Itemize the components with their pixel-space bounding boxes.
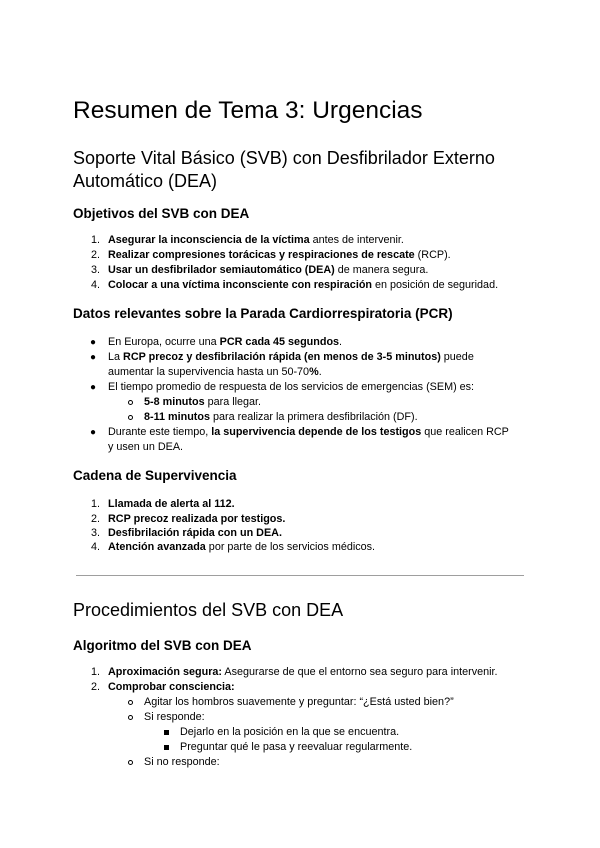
subheading-datos-pcr: Datos relevantes sobre la Parada Cardiorrespiratoria (PCR) bbox=[73, 306, 453, 321]
bullet-dot: ● bbox=[90, 382, 97, 393]
list-marker: 3. bbox=[90, 527, 100, 539]
bullet-dot: ● bbox=[90, 427, 97, 438]
list-item: Atención avanzada por parte de los servicios médicos. bbox=[108, 541, 376, 553]
subheading-cadena: Cadena de Supervivencia bbox=[73, 468, 237, 483]
list-marker: 1. bbox=[90, 666, 100, 678]
list-item: Llamada de alerta al 112. bbox=[108, 498, 235, 510]
section-heading-svb-line2: Automático (DEA) bbox=[73, 171, 218, 191]
list-item: Agitar los hombros suavemente y preguntar: “¿Está usted bien?” bbox=[144, 696, 454, 708]
list-marker: 2. bbox=[90, 681, 100, 693]
bullet-dot: ● bbox=[90, 337, 97, 348]
list-item: La RCP precoz y desfibrilación rápida (en menos de 3-5 minutos) puede bbox=[108, 351, 474, 363]
list-item-continuation: y usen un DEA. bbox=[108, 441, 184, 453]
list-item: 8-11 minutos para realizar la primera desfibrilación (DF). bbox=[144, 411, 418, 423]
circle-bullet bbox=[128, 415, 133, 420]
list-item: Usar un desfibrilador semiautomático (DEA) de manera segura. bbox=[108, 264, 429, 276]
list-item: El tiempo promedio de respuesta de los servicios de emergencias (SEM) es: bbox=[108, 381, 475, 393]
list-item: Si no responde: bbox=[144, 756, 220, 768]
list-marker: 4. bbox=[90, 541, 100, 553]
list-item: Desfibrilación rápida con un DEA. bbox=[108, 527, 282, 539]
bullet-dot: ● bbox=[90, 352, 97, 363]
list-item: Colocar a una víctima inconsciente con respiración en posición de seguridad. bbox=[108, 279, 499, 291]
list-marker: 4. bbox=[90, 279, 100, 291]
list-marker: 1. bbox=[90, 234, 100, 246]
list-marker: 1. bbox=[90, 498, 100, 510]
list-item: Realizar compresiones torácicas y respiraciones de rescate (RCP). bbox=[108, 249, 451, 261]
list-item: Durante este tiempo, la supervivencia depende de los testigos que realicen RCP bbox=[108, 426, 509, 438]
list-item: Preguntar qué le pasa y reevaluar regularmente. bbox=[180, 741, 413, 753]
list-item-continuation: aumentar la supervivencia hasta un 50-70%. bbox=[108, 366, 322, 378]
list-item: RCP precoz realizada por testigos. bbox=[108, 513, 286, 525]
list-item: Dejarlo en la posición en la que se encuentra. bbox=[180, 726, 400, 738]
list-marker: 2. bbox=[90, 513, 100, 525]
circle-bullet bbox=[128, 715, 133, 720]
list-item: Asegurar la inconsciencia de la víctima antes de intervenir. bbox=[108, 234, 404, 246]
section-heading-procedimientos: Procedimientos del SVB con DEA bbox=[73, 600, 344, 620]
horizontal-divider bbox=[76, 575, 524, 576]
list-item: Aproximación segura: Asegurarse de que el entorno sea seguro para intervenir. bbox=[108, 666, 498, 678]
list-marker: 2. bbox=[90, 249, 100, 261]
subheading-objetivos: Objetivos del SVB con DEA bbox=[73, 206, 250, 221]
square-bullet bbox=[164, 745, 169, 750]
list-item: Si responde: bbox=[144, 711, 205, 723]
square-bullet bbox=[164, 730, 169, 735]
subheading-algoritmo: Algoritmo del SVB con DEA bbox=[73, 638, 252, 653]
list-item: Comprobar consciencia: bbox=[108, 681, 235, 693]
circle-bullet bbox=[128, 700, 133, 705]
section-heading-svb-line1: Soporte Vital Básico (SVB) con Desfibrilador Externo bbox=[73, 148, 495, 168]
document-title: Resumen de Tema 3: Urgencias bbox=[73, 97, 423, 124]
list-marker: 3. bbox=[90, 264, 100, 276]
circle-bullet bbox=[128, 760, 133, 765]
circle-bullet bbox=[128, 400, 133, 405]
list-item: 5-8 minutos para llegar. bbox=[144, 396, 262, 408]
list-item: En Europa, ocurre una PCR cada 45 segundos. bbox=[108, 336, 343, 348]
